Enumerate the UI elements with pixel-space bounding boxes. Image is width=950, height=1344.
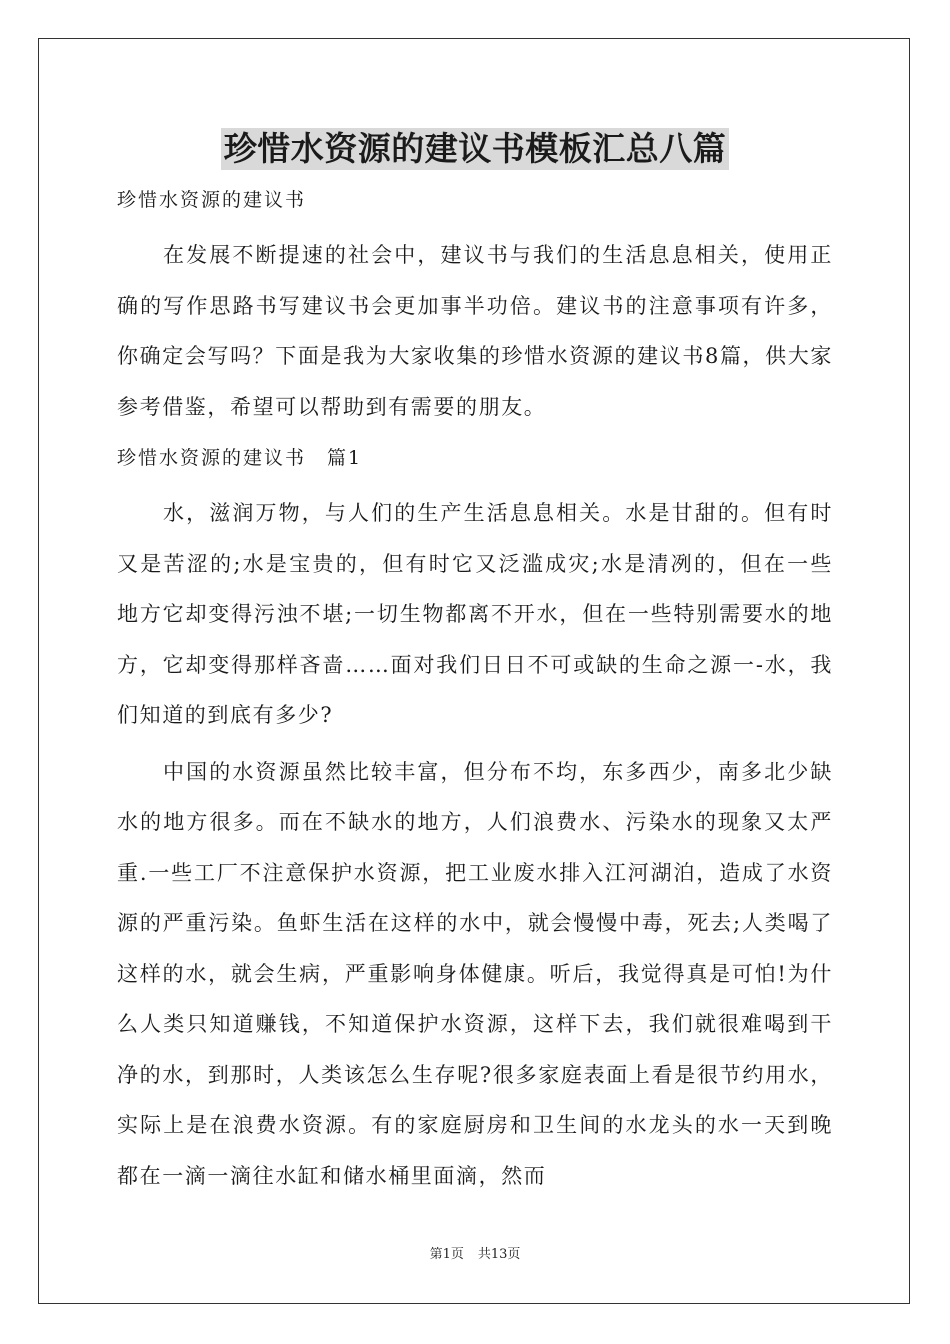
document-body: [117, 180, 833, 1207]
document-title: 珍惜水资源的建议书模板汇总八篇: [221, 128, 730, 170]
part1-paragraph-1: 水，滋润万物，与人们的生产生活息息相关。水是甘甜的。但有时又是苦涩的;水是宝贵的，但有时它又泛滥成灾;水是清冽的，但在一些地方它却变得污浊不堪;一切生物都离不开水，但在一些特别需要水的地方，它却变得那样吝啬……面对我们日日不可或缺的生命之源一-水，我们知道的到底有多少?: [117, 501, 833, 727]
intro-paragraph: 在发展不断提速的社会中，建议书与我们的生活息息相关，使用正确的写作思路书写建议书会更加事半功倍。建议书的注意事项有许多，你确定会写吗？下面是我为大家收集的珍惜水资源的建议书8篇，供大家参考借鉴，希望可以帮助到有需要的朋友。: [117, 243, 833, 419]
page-footer: [0, 1246, 950, 1264]
section-heading-intro: 珍惜水资源的建议书: [117, 189, 307, 211]
page-number: 第1页: [429, 1247, 464, 1262]
part1-paragraph-2: 中国的水资源虽然比较丰富，但分布不均，东多西少，南多北少缺水的地方很多。而在不缺水的地方，人们浪费水、污染水的现象又太严重.一些工厂不注意保护水资源，把工业废水排入江河湖泊，造成了水资源的严重污染。鱼虾生活在这样的水中，就会慢慢中毒，死去;人类喝了这样的水，就会生病，严重影响身体健康。听后，我觉得真是可怕!为什么人类只知道赚钱，不知道保护水资源，这样下去，我们就很难喝到干净的水，到那时，人类该怎么生存呢?很多家庭表面上看是很节约用水，实际上是在浪费水资源。有的家庭厨房和卫生间的水龙头的水一天到晚都在一滴一滴往水缸和储水桶里面滴，然而: [117, 759, 833, 1188]
page-total: 共13页: [477, 1247, 521, 1262]
title-wrapper: [0, 128, 950, 170]
section-heading-part1: 珍惜水资源的建议书 篇1: [117, 447, 363, 469]
